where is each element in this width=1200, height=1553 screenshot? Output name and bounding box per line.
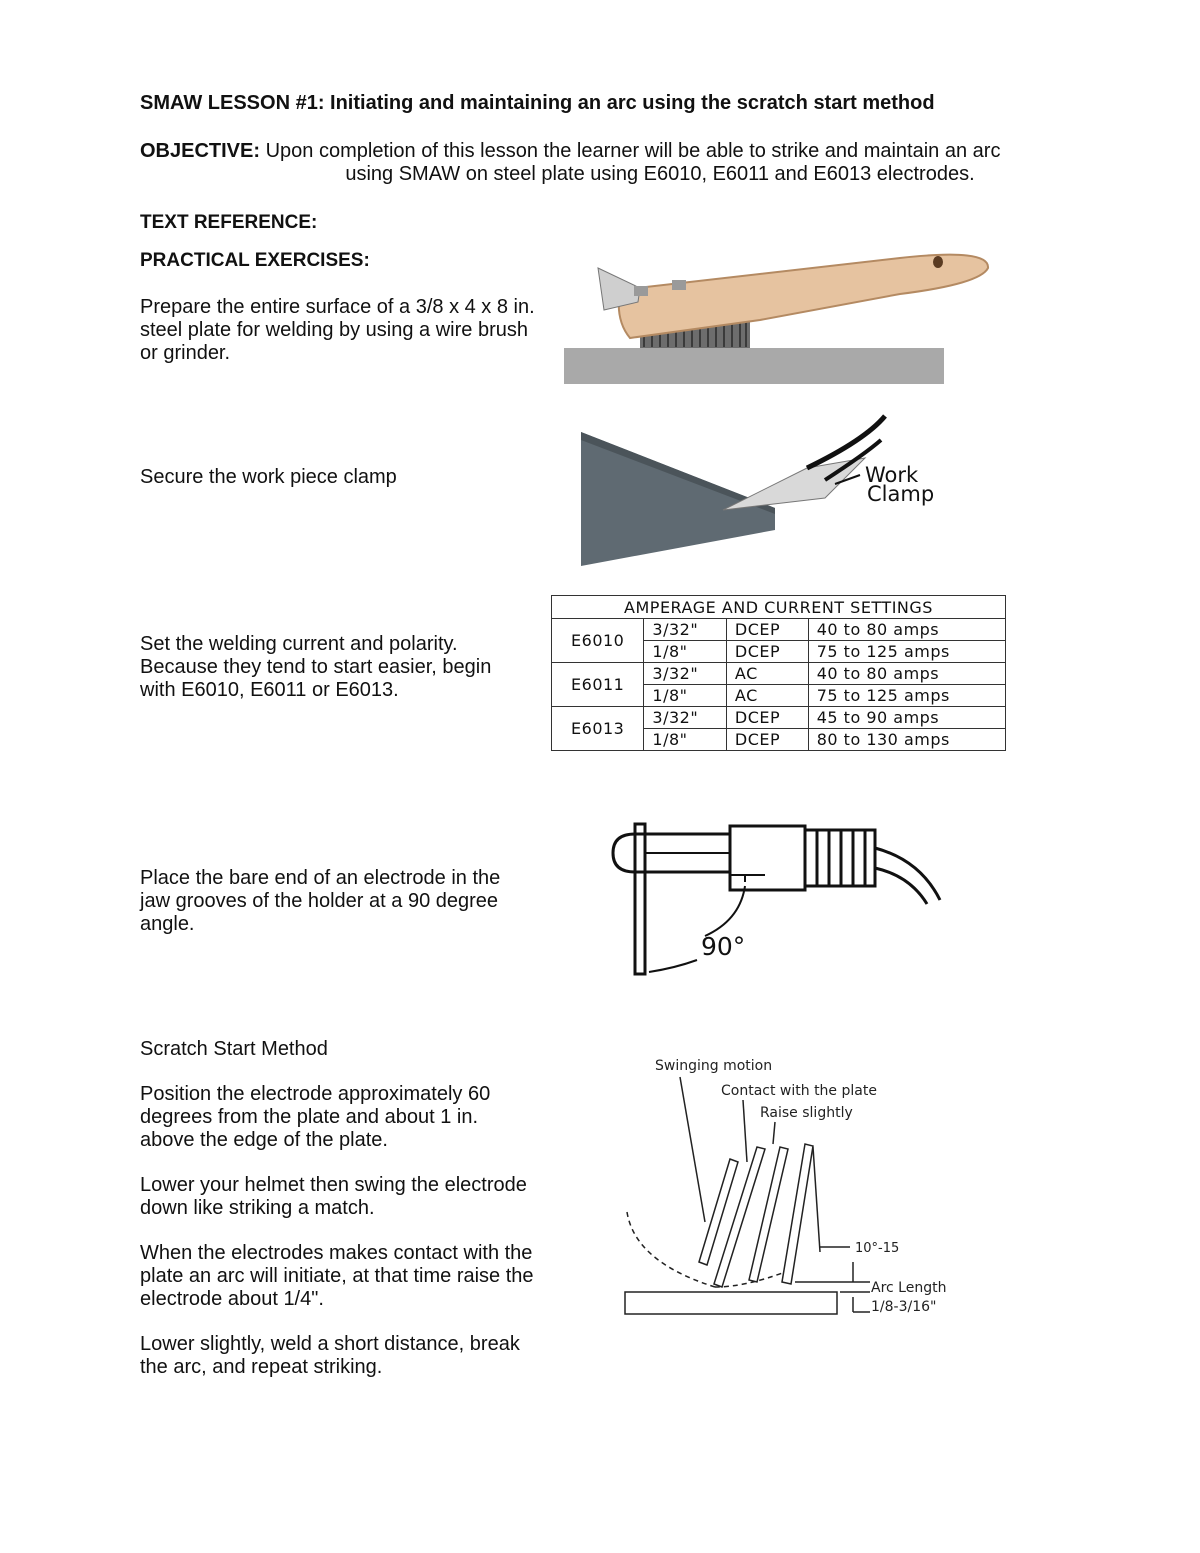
amps-cell: 40 to 80 amps (808, 663, 1005, 685)
scratch-start-heading: Scratch Start Method (140, 1038, 328, 1060)
electrode-cell: E6010 (552, 619, 644, 663)
steel-plate (564, 348, 944, 384)
rivet (634, 286, 648, 296)
polarity-cell: DCEP (726, 641, 808, 663)
rivet (672, 280, 686, 290)
table-row (552, 663, 1006, 685)
objective (140, 140, 1070, 186)
angle-arc-lower (649, 960, 697, 972)
size-cell: 3/32" (644, 663, 727, 685)
holder-body (730, 826, 805, 890)
angle-label: 90° (701, 932, 746, 961)
label-arc-length-value: 1/8-3/16" (871, 1299, 937, 1315)
step-prepare-plate: Prepare the entire surface of a 3/8 x 4 x 8 in. steel plate for welding by using a wire brush or grinder. (140, 296, 535, 364)
text-reference-heading: TEXT REFERENCE: (140, 212, 318, 233)
label-arc-length: Arc Length (871, 1280, 947, 1296)
holder-cable (875, 848, 940, 900)
handle-hole (933, 256, 943, 268)
polarity-cell: DCEP (726, 707, 808, 729)
objective-line2: using SMAW on steel plate using E6010, E6011 and E6013 electrodes. (345, 163, 975, 185)
label-angle: 10°-15 (855, 1241, 900, 1256)
objective-line1: Upon completion of this lesson the learner will be able to strike and maintain an arc (265, 140, 1001, 162)
scratch-start-diagram (615, 1052, 960, 1327)
size-cell: 1/8" (644, 641, 727, 663)
size-cell: 3/32" (644, 707, 727, 729)
work-clamp-illustration (575, 410, 995, 570)
amps-cell: 45 to 90 amps (808, 707, 1005, 729)
polarity-cell: DCEP (726, 729, 808, 751)
scratch-step-repeat: Lower slightly, weld a short distance, break the arc, and repeat striking. (140, 1333, 520, 1378)
amps-cell: 75 to 125 amps (808, 685, 1005, 707)
label-swinging-motion: Swinging motion (655, 1058, 773, 1074)
amperage-table-title: AMPERAGE AND CURRENT SETTINGS (552, 596, 1006, 619)
label-raise-slightly: Raise slightly (760, 1105, 853, 1121)
amperage-table (551, 595, 1006, 751)
scratch-step-contact: When the electrodes makes contact with the plate an arc will initiate, at that time raise the electrode about 1/4". (140, 1242, 534, 1310)
practical-exercises-heading: PRACTICAL EXERCISES: (140, 250, 370, 271)
work-clamp-label-line2: Clamp (867, 482, 935, 506)
electrode-holder-illustration (605, 820, 950, 985)
base-plate (625, 1292, 837, 1314)
electrode-cell: E6011 (552, 663, 644, 707)
polarity-cell: AC (726, 685, 808, 707)
scratch-step-swing: Lower your helmet then swing the electrode down like striking a match. (140, 1174, 527, 1219)
angle-arc-upper (705, 886, 745, 936)
size-cell: 1/8" (644, 729, 727, 751)
size-cell: 1/8" (644, 685, 727, 707)
amps-cell: 80 to 130 amps (808, 729, 1005, 751)
lesson-title: SMAW LESSON #1: Initiating and maintaining an arc using the scratch start method (140, 92, 935, 114)
electrode-raised (749, 1147, 788, 1282)
step-set-current: Set the welding current and polarity. Because they tend to start easier, begin with E6010, E6011 or E6013. (140, 633, 492, 701)
electrode-swing (699, 1159, 738, 1265)
amps-cell: 40 to 80 amps (808, 619, 1005, 641)
work-clamp-label-line1: Work (865, 463, 919, 487)
brush-handle (619, 255, 988, 338)
objective-label: OBJECTIVE: (140, 140, 261, 162)
scratch-step-position: Position the electrode approximately 60 degrees from the plate and about 1 in. above the edge of the plate. (140, 1083, 491, 1151)
table-row (552, 707, 1006, 729)
polarity-cell: DCEP (726, 619, 808, 641)
electrode-rod (635, 824, 645, 974)
polarity-cell: AC (726, 663, 808, 685)
table-row (552, 619, 1006, 641)
amps-cell: 75 to 125 amps (808, 641, 1005, 663)
electrode-final (782, 1144, 813, 1284)
electrode-cell: E6013 (552, 707, 644, 751)
size-cell: 3/32" (644, 619, 727, 641)
wire-brush-illustration (560, 240, 1000, 390)
step-secure-clamp: Secure the work piece clamp (140, 466, 397, 488)
step-place-electrode: Place the bare end of an electrode in the jaw grooves of the holder at a 90 degree angle. (140, 867, 501, 935)
clamp-cable (807, 416, 885, 468)
label-contact-with-plate: Contact with the plate (721, 1083, 877, 1099)
